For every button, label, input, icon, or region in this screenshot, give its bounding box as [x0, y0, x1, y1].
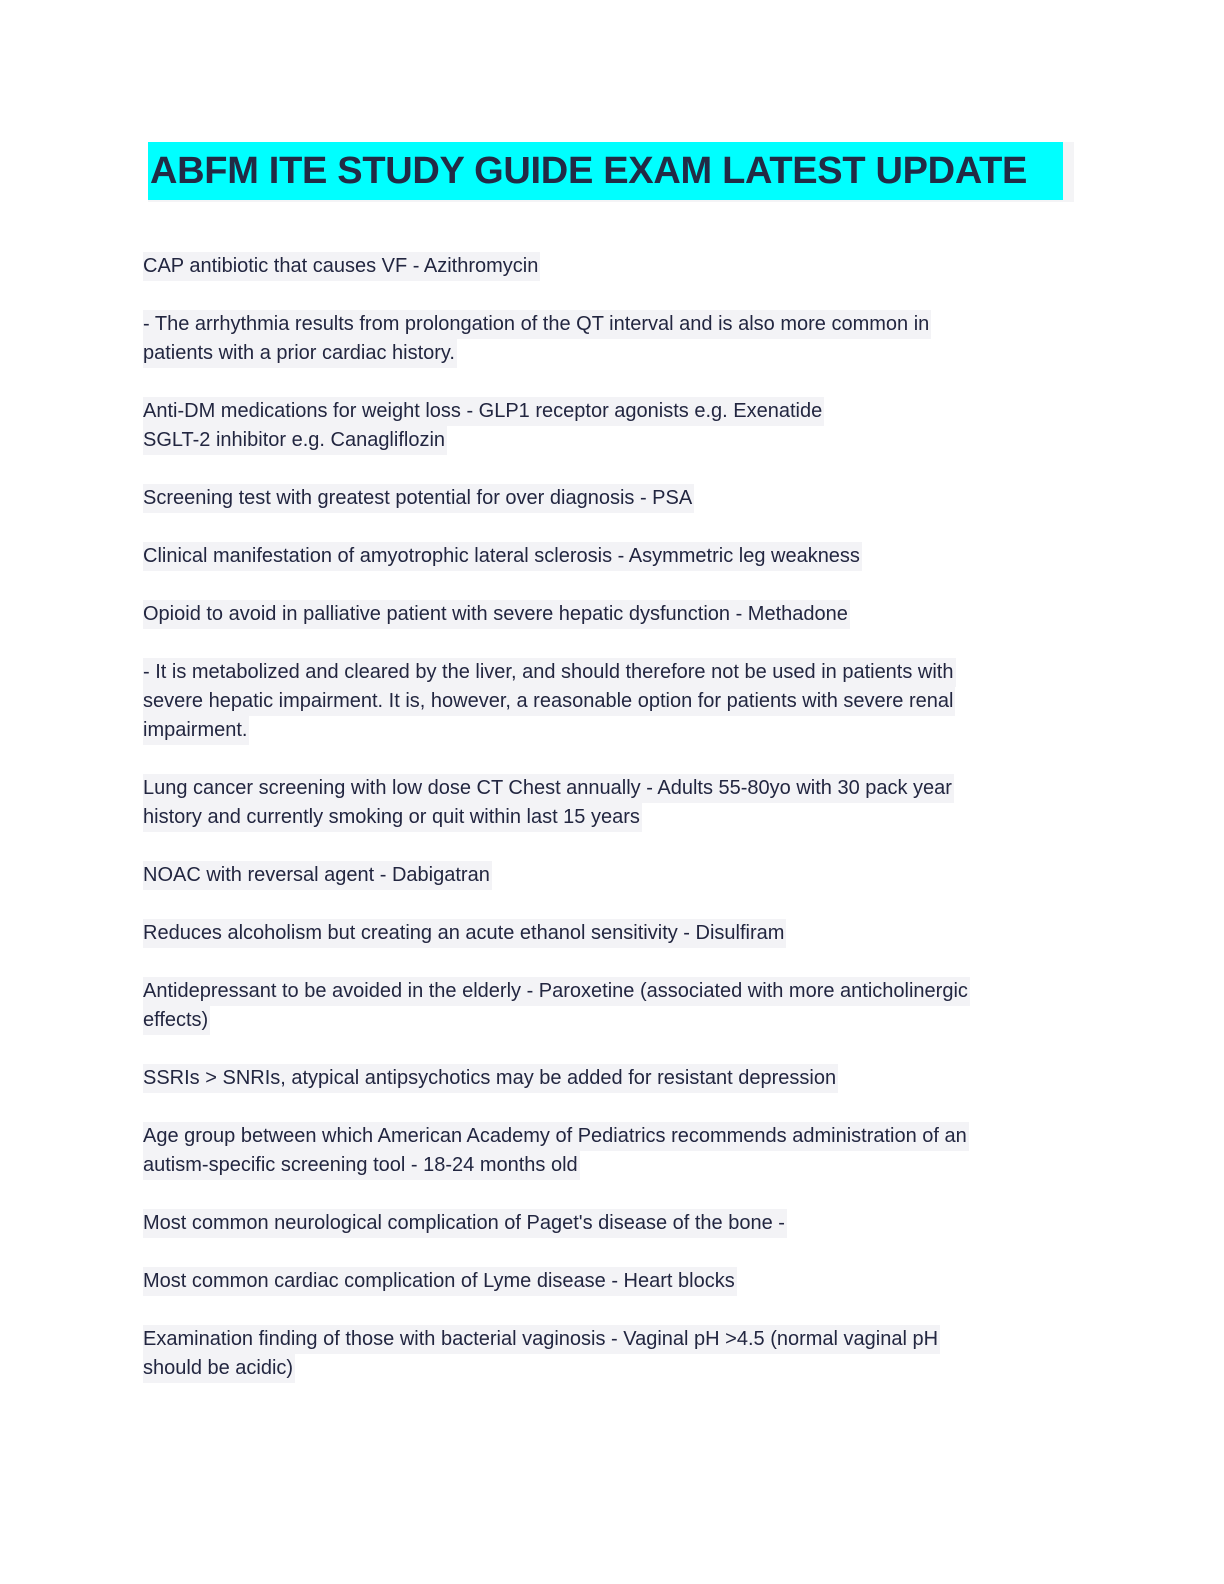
text-line: history and currently smoking or quit within last 15 years — [143, 803, 642, 832]
text-line: Anti-DM medications for weight loss - GLP1 receptor agonists e.g. Exenatide — [143, 397, 824, 426]
text-line: Most common neurological complication of Paget's disease of the bone - — [143, 1209, 787, 1238]
text-line: SSRIs > SNRIs, atypical antipsychotics may be added for resistant depression — [143, 1064, 838, 1093]
text-line-row — [143, 426, 1073, 455]
text-line: autism-specific screening tool - 18-24 months old — [143, 1151, 580, 1180]
text-line-row — [143, 687, 1073, 716]
text-line: Age group between which American Academy of Pediatrics recommends administration of an — [143, 1122, 969, 1151]
paragraph — [143, 977, 1073, 1035]
paragraph — [143, 658, 1073, 745]
text-line-row — [143, 542, 1073, 571]
text-line: Lung cancer screening with low dose CT Chest annually - Adults 55-80yo with 30 pack year — [143, 774, 954, 803]
text-line-row — [143, 716, 1073, 745]
paragraph — [143, 310, 1073, 368]
text-line-row — [143, 658, 1073, 687]
paragraph — [143, 1064, 1073, 1093]
paragraph — [143, 1209, 1073, 1238]
paragraph — [143, 397, 1073, 455]
text-line: impairment. — [143, 716, 249, 745]
text-line: Opioid to avoid in palliative patient with severe hepatic dysfunction - Methadone — [143, 600, 850, 629]
text-line-row — [143, 600, 1073, 629]
text-line-row — [143, 774, 1073, 803]
paragraph — [143, 1122, 1073, 1180]
text-line-row — [143, 919, 1073, 948]
text-line: Antidepressant to be avoided in the elderly - Paroxetine (associated with more anticholinergic — [143, 977, 970, 1006]
paragraph — [143, 919, 1073, 948]
text-line: SGLT-2 inhibitor e.g. Canagliflozin — [143, 426, 447, 455]
text-line: Clinical manifestation of amyotrophic lateral sclerosis - Asymmetric leg weakness — [143, 542, 862, 571]
text-line: effects) — [143, 1006, 210, 1035]
paragraph — [143, 252, 1073, 281]
text-line-row — [143, 1006, 1073, 1035]
paragraph — [143, 600, 1073, 629]
text-line-row — [143, 1122, 1073, 1151]
text-line-row — [143, 861, 1073, 890]
text-line: - The arrhythmia results from prolongation of the QT interval and is also more common in — [143, 310, 931, 339]
text-line: NOAC with reversal agent - Dabigatran — [143, 861, 492, 890]
text-line: CAP antibiotic that causes VF - Azithromycin — [143, 252, 540, 281]
paragraph — [143, 484, 1073, 513]
text-line-row — [143, 484, 1073, 513]
paragraph — [143, 1325, 1073, 1383]
text-line-row — [143, 252, 1073, 281]
text-line: Examination finding of those with bacterial vaginosis - Vaginal pH >4.5 (normal vaginal pH — [143, 1325, 940, 1354]
text-line-row — [143, 1267, 1073, 1296]
text-line-row — [143, 803, 1073, 832]
text-line-row — [143, 1209, 1073, 1238]
text-line: Most common cardiac complication of Lyme disease - Heart blocks — [143, 1267, 737, 1296]
text-line-row — [143, 339, 1073, 368]
text-line-row — [143, 1325, 1073, 1354]
paragraph — [143, 861, 1073, 890]
text-line-row — [143, 1151, 1073, 1180]
paragraph — [143, 542, 1073, 571]
text-line: severe hepatic impairment. It is, however, a reasonable option for patients with severe renal — [143, 687, 955, 716]
title-container — [148, 142, 1074, 202]
text-line-row — [143, 310, 1073, 339]
text-line-row — [143, 977, 1073, 1006]
text-line-row — [143, 1354, 1073, 1383]
text-line-row — [143, 1064, 1073, 1093]
text-line: - It is metabolized and cleared by the liver, and should therefore not be used in patients with — [143, 658, 956, 687]
text-line-row — [143, 397, 1073, 426]
text-line: Reduces alcoholism but creating an acute ethanol sensitivity - Disulfiram — [143, 919, 786, 948]
text-line: Screening test with greatest potential for over diagnosis - PSA — [143, 484, 694, 513]
paragraph — [143, 774, 1073, 832]
text-line: patients with a prior cardiac history. — [143, 339, 457, 368]
document-body — [143, 252, 1073, 1412]
text-line: should be acidic) — [143, 1354, 295, 1383]
paragraph — [143, 1267, 1073, 1296]
page-title: ABFM ITE STUDY GUIDE EXAM LATEST UPDATE — [148, 142, 1063, 200]
